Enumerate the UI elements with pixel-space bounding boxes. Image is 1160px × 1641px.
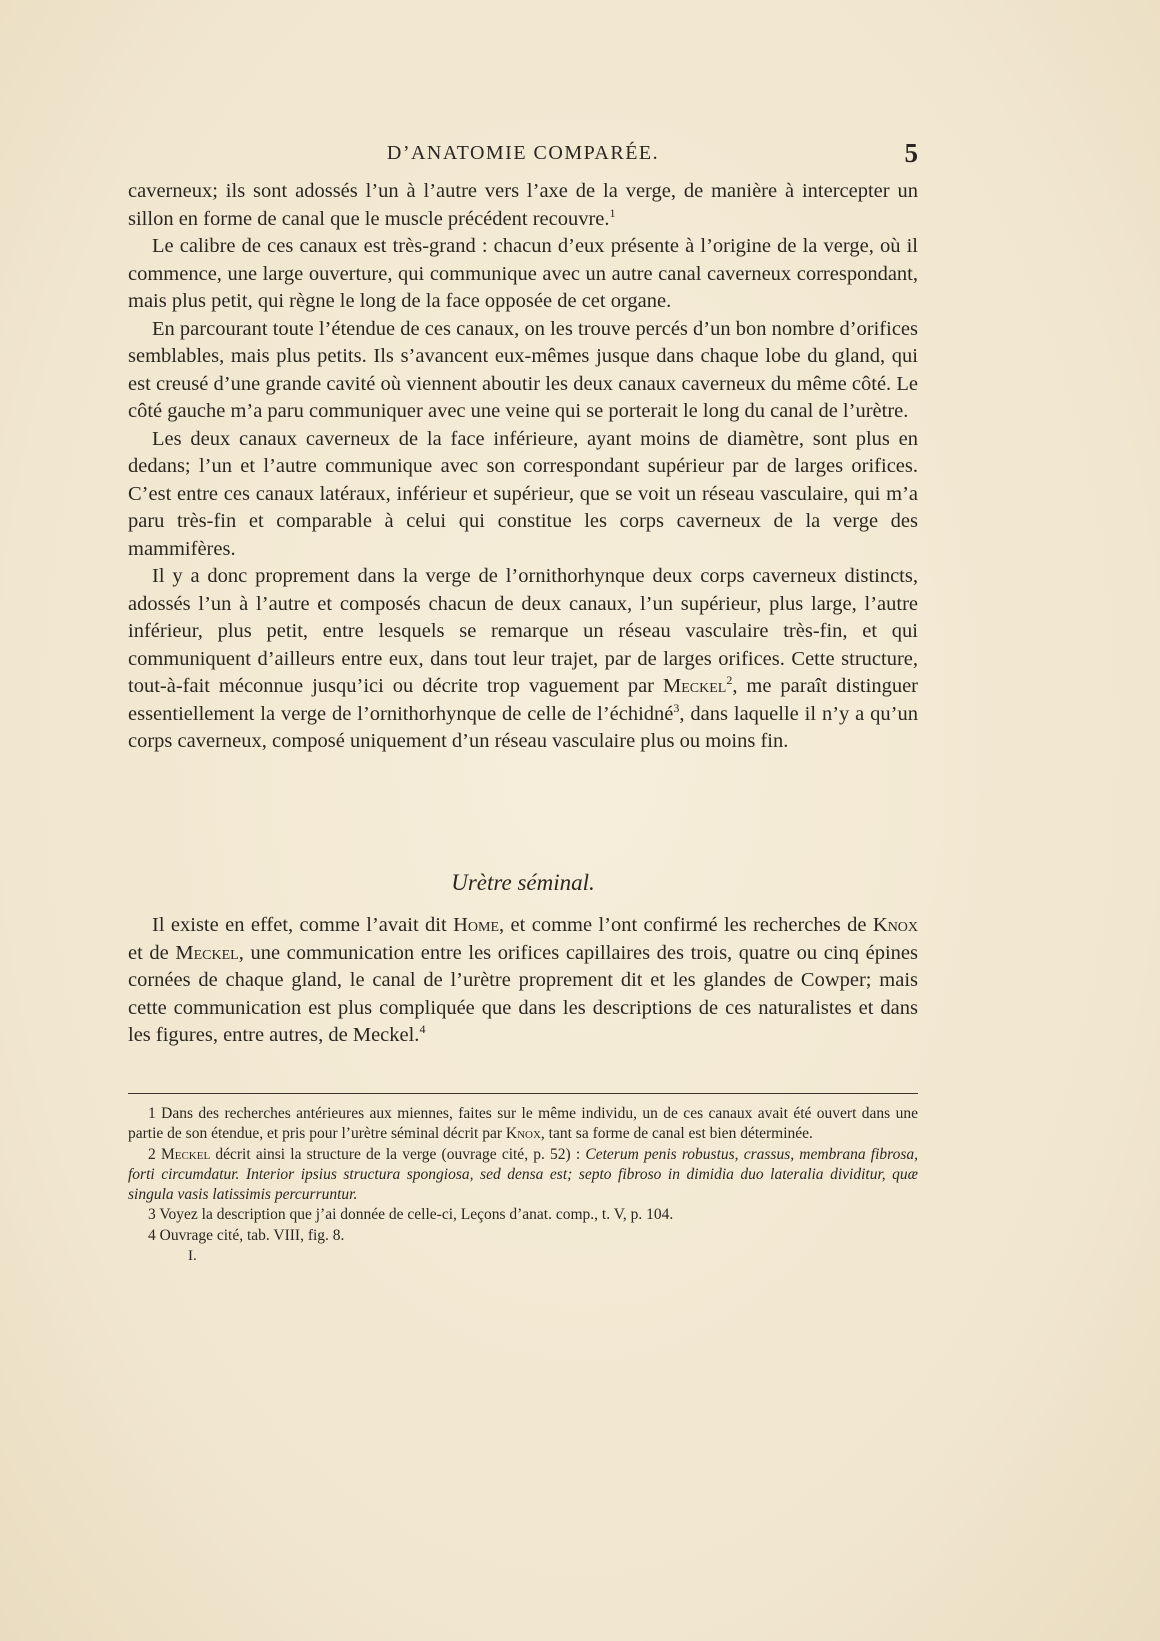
section-text-2: , et comme l’ont confirmé les recherches de: [499, 914, 867, 936]
footnotes: [128, 1104, 918, 1266]
author-meckel-2: Meckel: [175, 941, 239, 964]
section-text: [128, 912, 918, 1050]
paragraph-5-text-b: , me paraît distinguer essentiellement la verge de l’ornithorhynque de celle de l’échidné: [128, 675, 918, 725]
footnote-3: 3 Voyez la description que j’ai donnée de celle-ci, Leçons d’anat. comp., t. V, p. 104.: [148, 1206, 674, 1224]
running-title: D’ANATOMIE COMPARÉE.: [386, 142, 660, 164]
section-text-4: , une communication entre les orifices capillaires des trois, quatre ou cinq épines cornées de chaque gland, le canal de l’urètre proprement dit et les glandes de Cowper; mais cette communication est plus compliquée que dans les descriptions de ces naturalistes et dans les figures, entre autres, de Meckel.: [128, 941, 918, 1046]
paragraph-3: En parcourant toute l’étendue de ces canaux, on les trouve percés d’un bon nombre d’orifices semblables, mais plus petits. Ils s’avancent eux-mêmes jusque dans chaque lobe du gland, qui est creusé d’une grande cavité où viennent aboutir les deux canaux caverneux du même côté. Le côté gauche m’a paru communiquer avec une veine qui se porterait le long du canal de l’urètre.: [128, 317, 918, 422]
footnote-2: [128, 1145, 918, 1206]
footnote-2-latin-quote: Ceterum penis robustus, crassus, membrana fibrosa, forti circumdatur. Interior ipsius structura spongiosa, sed densa est; septo fibroso in dimidia duo lateralia dividitur, quæ singula vasis latissimis percurruntur.: [128, 1145, 919, 1204]
footnote-1: [128, 1104, 918, 1145]
footnote-1-text-a: 1 Dans des recherches antérieures aux miennes, faites sur le même individu, un de ces canaux avait été ouvert dans une partie de son étendue, et pris pour l’urètre séminal décrit par: [128, 1105, 918, 1143]
section-paragraph: [128, 912, 918, 1050]
paragraph-4: Les deux canaux caverneux de la face inférieure, ayant moins de diamètre, sont plus en dedans; l’un et l’autre communique avec son correspondant supérieur par de larges orifices. C’est entre ces canaux latéraux, inférieur et supérieur, que se voit un réseau vasculaire, qui m’a paru très-fin et comparable à celui qui constitue les corps caverneux de la verge des mammifères.: [128, 427, 918, 560]
page-header: [128, 138, 918, 172]
footnote-1-knox: Knox: [505, 1125, 541, 1143]
author-home: Home: [453, 914, 500, 936]
body-text: [128, 178, 918, 756]
footnote-4: 4 Ouvrage cité, tab. VIII, fig. 8.: [148, 1226, 345, 1244]
footnote-2-text: décrit ainsi la structure de la verge (ouvrage cité, p. 52) :: [215, 1145, 581, 1163]
author-knox: Knox: [872, 914, 919, 936]
page-number: 5: [904, 138, 918, 168]
paragraph-1: [128, 178, 918, 233]
paragraph-1-text: caverneux; ils sont adossés l’un à l’autre vers l’axe de la verge, de manière à intercepter un sillon en forme de canal que le muscle précédent recouvre.: [128, 180, 918, 230]
note-ref-1: 1: [609, 205, 616, 220]
footnote-rule: [128, 1093, 918, 1094]
footnote-1-text-b: , tant sa forme de canal est bien déterminée.: [540, 1125, 813, 1143]
paragraph-5-text-c: , dans laquelle il n’y a qu’un corps caverneux, composé uniquement d’un réseau vasculaire plus ou moins fin.: [128, 702, 918, 752]
paragraph-5-text-a: Il y a donc proprement dans la verge de l’ornithorhynque deux corps caverneux distincts, adossés l’un à l’autre et composés chacun de deux canaux, l’un supérieur, plus large, l’autre inférieur, plus petit, entre lesquels se remarque un réseau vasculaire très-fin, et qui communiquent d’ailleurs entre eux, dans tout leur trajet, par de larges orifices. Cette structure, tout-à-fait méconnue jusqu’ici ou décrite trop vaguement par: [128, 565, 918, 697]
section-heading: Urètre séminal.: [451, 870, 595, 895]
section-text-3: et de: [128, 941, 169, 964]
paragraph-2: Le calibre de ces canaux est très-grand : chacun d’eux présente à l’origine de la verge, où il commence, une large ouverture, qui communique avec un autre canal caverneux correspondant, mais plus petit, qui règne le long de la face opposée de cet organe.: [128, 235, 918, 312]
signature-mark: I.: [188, 1248, 197, 1265]
section-text-1: Il existe en effet, comme l’avait dit: [152, 914, 447, 936]
footnote-2-meckel: Meckel: [160, 1145, 211, 1163]
note-ref-4: 4: [419, 1022, 426, 1037]
author-meckel: Meckel: [662, 675, 727, 697]
note-ref-2: 2: [726, 673, 733, 688]
note-ref-3: 3: [673, 700, 680, 715]
footnote-2-number: 2: [148, 1145, 156, 1163]
paragraph-5: [128, 563, 918, 756]
